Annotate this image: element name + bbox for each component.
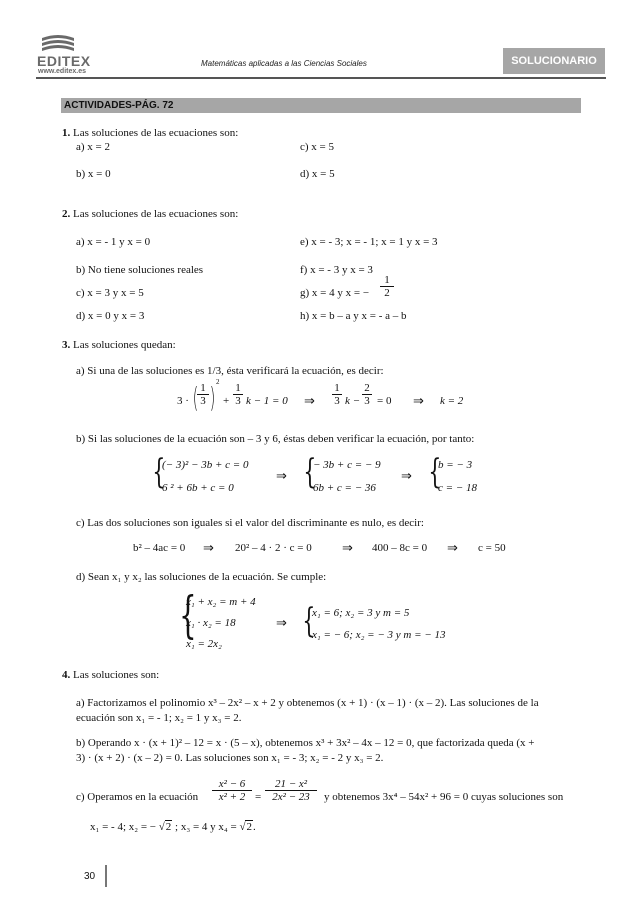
q3a-exp: 2 [216,378,220,386]
q4-a-line2: ecuación son x₁ = - 1; x₂ = 1 y x₃ = 2. [76,712,242,724]
q2-heading [62,208,238,220]
q1-a: a) x = 2 [76,141,110,153]
q3b-brace2: { [303,452,317,492]
q4-c-line2 [90,820,256,833]
q2-g-fraction [380,274,394,300]
q1-d: d) x = 5 [300,168,335,180]
q3-heading [62,339,176,351]
q2-g-den: 2 [384,287,390,299]
q3a-plus: + [223,395,230,407]
q3b-brace1: { [152,452,166,492]
q2-f: f) x = - 3 y x = 3 [300,264,373,276]
q3-c-text: c) Las dos soluciones son iguales si el valor del discriminante es nulo, es decir: [76,517,424,529]
q1-heading [62,127,238,139]
page-number: 30 [84,871,96,882]
section-title: ACTIVIDADES-PÁG. 72 [64,100,174,111]
q4-b-line2: 3) · (x + 2) · (x – 2) = 0. Las soluciones son x₁ = - 3; x₂ = - 2 y x₃ = 2. [76,752,384,764]
q3c-arrow3: ⇒ [447,540,458,555]
q3-a-text: a) Si una de las soluciones es 1/3, ésta verificará la ecuación, es decir: [76,365,384,377]
q3b-sys1-l2: 6 ² + 6b + c = 0 [162,482,234,494]
q2-d: d) x = 0 y x = 3 [76,310,145,322]
q3c-eq2: 20² – 4 · 2 · c = 0 [235,542,312,554]
q1-c: c) x = 5 [300,141,334,153]
q3a-right-paren: ) [209,381,216,414]
q3d-sys2-l2: x₁ = − 6; x₂ = − 3 y m = − 13 [312,629,446,641]
q3d-brace1: { [179,586,197,644]
q3a-eq0: = 0 [377,395,392,407]
q3d-sys1-l1: x₁ + x₂ = m + 4 [186,596,256,608]
q3a-f4-num: 2 [362,382,372,395]
q3b-arrow1: ⇒ [276,468,287,483]
q4-c-suffix: y obtenemos 3x⁴ – 54x² + 96 = 0 cuyas soluciones son [324,791,564,803]
q2-h: h) x = b – a y x = - a – b [300,310,407,322]
q3d-brace2: { [302,601,316,641]
q3b-sys3-l1: b = − 3 [438,459,473,471]
q3a-left-paren: ( [192,381,199,414]
q2-b: b) No tiene soluciones reales [76,264,204,276]
q4c-f1-num: x² − 6 [212,778,252,791]
q3d-sys2-l1: x₁ = 6; x₂ = 3 y m = 5 [312,607,410,619]
q4c-root2: 2 [246,821,252,833]
q3a-frac4 [362,382,372,408]
q4c-root1: 2 [165,821,172,833]
q4c-f1-den: x² + 2 [218,791,246,803]
q4-intro: Las soluciones son: [73,669,160,681]
q1-b: b) x = 0 [76,168,111,180]
page-number-divider [105,865,107,887]
q4c-l2-a: x₁ = - 4; x₂ = − [90,821,156,833]
q2-c: c) x = 3 y x = 5 [76,287,144,299]
q3a-arrow1: ⇒ [304,393,315,408]
q4c-frac2 [265,778,317,804]
q3a-frac3 [332,382,342,408]
q3a-f1-den: 3 [200,395,206,407]
q3-d-text: d) Sean x₁ y x₂ las soluciones de la ecuación. Se cumple: [76,571,327,583]
q3b-sys3-l2: c = − 18 [438,482,477,494]
q4-heading [62,669,159,681]
q3c-arrow1: ⇒ [203,540,214,555]
q2-intro: Las soluciones de las ecuaciones son: [73,208,239,220]
q3a-f1-num: 1 [197,382,209,395]
q3c-eq3: 400 – 8c = 0 [372,542,428,554]
q3d-sys1-l2: x₁ · x₂ = 18 [186,617,236,629]
q3c-arrow2: ⇒ [342,540,353,555]
q3d-arrow: ⇒ [276,615,287,630]
q3c-eq4: c = 50 [478,542,506,554]
q4-a-line1: a) Factorizamos el polinomio x³ – 2x² – x + 2 y obtenemos (x + 1) · (x – 1) · (x – 2). Las soluciones de la [76,697,539,709]
logo-wordmark: EDITEX [37,53,91,69]
q3-b-text: b) Si las soluciones de la ecuación son – 3 y 6, éstas deben verificar la ecuación, por tanto: [76,433,475,445]
q3a-f2-den: 3 [235,395,241,407]
q3a-k-minus: k − [345,395,361,407]
q3a-f3-den: 3 [334,395,340,407]
q3a-mid: k − 1 = 0 [246,395,288,407]
q3c-eq1: b² – 4ac = 0 [133,542,186,554]
q3a-frac2 [233,382,243,408]
q3a-lead: 3 · [177,395,189,407]
q4c-frac1 [212,778,252,804]
q1-intro: Las soluciones de las ecuaciones son: [73,127,239,139]
q3b-brace3: { [428,452,442,492]
q2-e: e) x = - 3; x = - 1; x = 1 y x = 3 [300,236,438,248]
q3a-arrow2: ⇒ [413,393,424,408]
q4c-f2-num: 21 − x² [265,778,317,791]
q3-number: 3. [62,339,71,351]
q2-a: a) x = - 1 y x = 0 [76,236,151,248]
q2-number: 2. [62,208,71,220]
q3-intro: Las soluciones quedan: [73,339,176,351]
q3a-result: k = 2 [440,395,464,407]
q3d-sys1-l3: x₁ = 2x₂ [186,638,222,650]
q4-c-prefix: c) Operamos en la ecuación [76,791,199,803]
q2-g-prefix: g) x = 4 y x = − [300,287,370,299]
q3a-frac1 [197,382,209,408]
q3b-sys2-l1: − 3b + c = − 9 [313,459,381,471]
header-rule [36,77,606,79]
q4c-f2-den: 2x² − 23 [272,791,310,803]
q2-g-num: 1 [380,274,394,287]
sqrt-icon: √ [239,821,246,833]
q3b-arrow2: ⇒ [401,468,412,483]
q3a-f2-num: 1 [233,382,243,395]
q3b-sys1-l1: (− 3)² − 3b + c = 0 [162,459,249,471]
q3a-f3-num: 1 [332,382,342,395]
q3a-f4-den: 3 [364,395,370,407]
q3b-sys2-l2: 6b + c = − 36 [313,482,376,494]
q4c-l2-end: . [252,821,256,833]
book-title: Matemáticas aplicadas a las Ciencias Sociales [201,59,367,68]
q4-number: 4. [62,669,71,681]
q4c-l2-b: ; x₃ = 4 y x₄ = [175,821,237,833]
q4c-eq: = [255,791,262,803]
sqrt-icon: √ [158,821,165,833]
solucionario-badge: SOLUCIONARIO [503,48,605,74]
q1-number: 1. [62,127,71,139]
q4-b-line1: b) Operando x · (x + 1)² – 12 = x · (5 – x), obtenemos x³ + 3x² – 4x – 12 = 0, que factorizada queda (x + [76,737,535,749]
logo-url: www.editex.es [38,68,86,75]
